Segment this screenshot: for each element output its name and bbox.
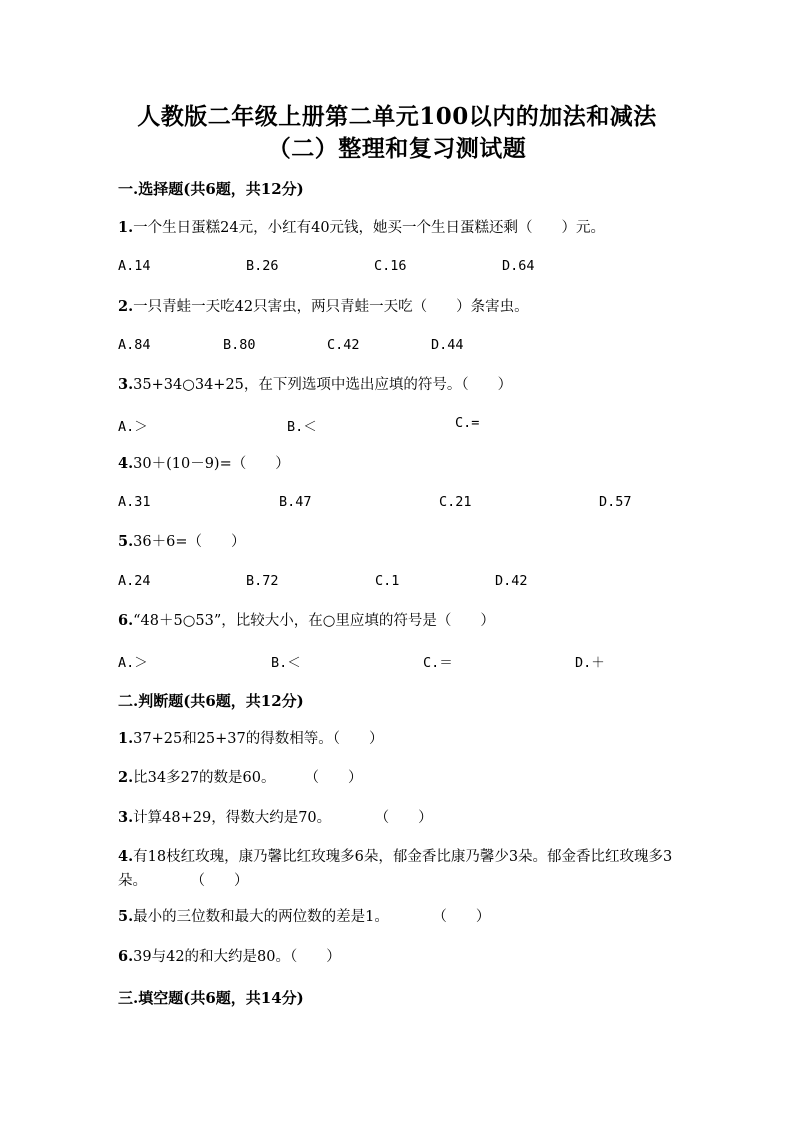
judge-question-3 — [118, 806, 678, 830]
choice-options-3 — [0, 415, 794, 437]
question-number: 3. — [118, 376, 134, 393]
judge-question-6 — [118, 945, 678, 969]
option-a[interactable]: A.31 — [118, 494, 151, 510]
choice-options-4 — [0, 494, 794, 516]
question-number: 1. — [118, 219, 134, 236]
choice-question-2 — [118, 295, 678, 319]
option-a[interactable]: A.84 — [118, 337, 151, 353]
question-text: 比34多27的数是60。 （ ） — [133, 770, 363, 786]
section-heading-fill: 三.填空题(共6题，共14分) — [118, 989, 304, 1007]
question-text: 35+34○34+25，在下列选项中选出应填的符号。（ ） — [133, 377, 513, 393]
question-text: 30＋(10－9)=（ ） — [133, 456, 290, 472]
choice-question-1 — [118, 216, 678, 240]
option-b[interactable]: B.26 — [246, 258, 279, 274]
question-text: 37+25和25+37的得数相等。（ ） — [133, 731, 384, 747]
question-text: 39与42的和大约是80。（ ） — [133, 949, 341, 965]
option-d[interactable]: D.44 — [431, 337, 464, 353]
option-c[interactable]: C.16 — [374, 258, 407, 274]
choice-question-6 — [118, 609, 678, 633]
choice-question-5 — [118, 530, 678, 554]
question-text: 计算48+29，得数大约是70。 （ ） — [133, 810, 433, 826]
choice-options-1 — [0, 258, 794, 280]
judge-question-5 — [118, 905, 678, 929]
question-number: 4. — [118, 848, 134, 865]
choice-question-3 — [118, 373, 678, 397]
question-text: 一个生日蛋糕24元，小红有40元钱，她买一个生日蛋糕还剩（ ）元。 — [133, 220, 606, 236]
option-a[interactable]: A.＞ — [118, 655, 148, 671]
option-b[interactable]: B.＜ — [287, 419, 317, 435]
option-d[interactable]: D.42 — [495, 573, 528, 589]
question-text: 最小的三位数和最大的两位数的差是1。 （ ） — [133, 909, 491, 925]
option-c[interactable]: C.1 — [375, 573, 400, 589]
option-c[interactable]: C.= — [455, 415, 480, 431]
option-b[interactable]: B.＜ — [271, 655, 301, 671]
judge-question-2 — [118, 766, 678, 790]
page-title-line-2: （二）整理和复习测试题 — [267, 135, 527, 162]
choice-options-2 — [0, 337, 794, 359]
choice-options-6 — [0, 651, 794, 673]
question-text: 36＋6=（ ） — [133, 534, 246, 550]
question-number: 5. — [118, 908, 134, 925]
judge-question-1 — [118, 727, 678, 751]
section-heading-choice: 一.选择题(共6题，共12分) — [118, 180, 304, 198]
question-number: 6. — [118, 948, 134, 965]
option-a[interactable]: A.24 — [118, 573, 151, 589]
question-number: 6. — [118, 612, 134, 629]
choice-question-4 — [118, 452, 678, 476]
section-heading-judge: 二.判断题(共6题，共12分) — [118, 692, 304, 710]
option-c[interactable]: C.21 — [439, 494, 472, 510]
choice-options-5 — [0, 573, 794, 595]
question-number: 2. — [118, 769, 134, 786]
question-number: 5. — [118, 533, 134, 550]
option-b[interactable]: B.72 — [246, 573, 279, 589]
question-text: 一只青蛙一天吃42只害虫，两只青蛙一天吃（ ）条害虫。 — [133, 299, 529, 315]
question-text: 有18枝红玫瑰，康乃馨比红玫瑰多6朵，郁金香比康乃馨少3朵。郁金香比红玫瑰多3朵。 （ ） — [118, 849, 673, 889]
option-a[interactable]: A.＞ — [118, 419, 148, 435]
page-title-line-1: 人教版二年级上册第二单元100以内的加法和减法 — [137, 103, 657, 130]
option-b[interactable]: B.47 — [279, 494, 312, 510]
question-number: 2. — [118, 298, 134, 315]
question-number: 3. — [118, 809, 134, 826]
option-d[interactable]: D.64 — [502, 258, 535, 274]
question-number: 1. — [118, 730, 134, 747]
option-d[interactable]: D.＋ — [575, 655, 605, 671]
option-a[interactable]: A.14 — [118, 258, 151, 274]
option-d[interactable]: D.57 — [599, 494, 632, 510]
judge-question-4 — [118, 845, 678, 893]
question-number: 4. — [118, 455, 134, 472]
option-c[interactable]: C.＝ — [423, 655, 453, 671]
option-b[interactable]: B.80 — [223, 337, 256, 353]
question-text: “48＋5○53”，比较大小，在○里应填的符号是（ ） — [133, 613, 495, 629]
option-c[interactable]: C.42 — [327, 337, 360, 353]
